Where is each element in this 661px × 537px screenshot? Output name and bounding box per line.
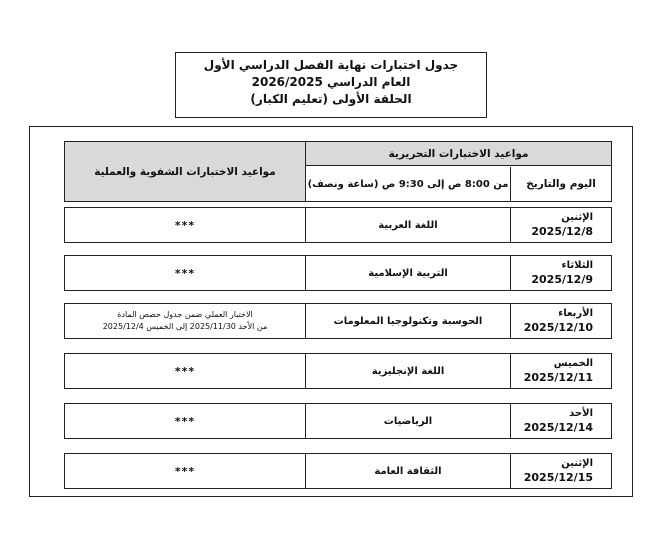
exam-date: 2025/12/9 [531,273,593,286]
oral-exam-cell: *** [174,218,196,232]
exam-date: 2025/12/14 [523,421,593,434]
table-row [64,453,612,489]
subject-cell: الثقافة العامة [374,465,442,477]
day-date-cell [511,404,611,438]
day-date-cell [511,354,611,388]
subject-cell: الرياضيات [383,415,433,427]
day-name: الإثنين [561,212,593,223]
day-name: الإثنين [561,458,593,469]
practical-exam-note: الاختبار العملي ضمن جدول حصص المادة [117,310,253,319]
title-line-3: الحلقة الأولى (تعليم الكبار) [250,92,412,106]
day-date-header: اليوم والتاريخ [526,178,596,190]
oral-exam-cell: *** [174,464,196,478]
practical-exam-period: من الأحد 2025/11/30 إلى الخميس 2025/12/4 [102,322,268,331]
oral-exams-header: مواعيد الاختبارات الشفوية والعملية [65,142,305,201]
title-box [175,52,487,118]
day-name: الأحد [569,408,593,419]
day-name: الخميس [553,358,593,369]
oral-exam-cell [65,304,305,338]
day-date-cell [511,256,611,290]
day-name: الأربعاء [558,308,593,319]
exam-date: 2025/12/11 [523,371,593,384]
exam-date: 2025/12/15 [523,471,593,484]
day-date-cell [511,454,611,488]
exam-date: 2025/12/8 [531,225,593,238]
subject-cell: اللغة العربية [378,219,438,231]
table-row [64,403,612,439]
oral-exam-cell: *** [174,414,196,428]
table-row [64,207,612,243]
table-row [64,303,612,339]
day-date-cell [511,208,611,242]
subject-cell: اللغة الإنجليزية [371,365,445,377]
title-line-2: العام الدراسي 2026/2025 [251,75,411,89]
subject-cell: التربية الإسلامية [368,267,448,279]
day-date-cell [511,304,611,338]
table-header [64,141,612,202]
written-exams-header: مواعيد الاختبارات التحريرية [306,142,611,166]
subject-cell: الحوسبة وتكنولوجيا المعلومات [333,315,483,327]
day-name: الثلاثاء [561,260,593,271]
time-header: من 8:00 ص إلى 9:30 ص (ساعة ونصف) [307,178,509,190]
table-row [64,255,612,291]
title-line-1: جدول اختبارات نهاية الفصل الدراسي الأول [203,58,459,72]
oral-exam-cell: *** [174,364,196,378]
exam-date: 2025/12/10 [523,321,593,334]
oral-exam-cell: *** [174,266,196,280]
table-row [64,353,612,389]
